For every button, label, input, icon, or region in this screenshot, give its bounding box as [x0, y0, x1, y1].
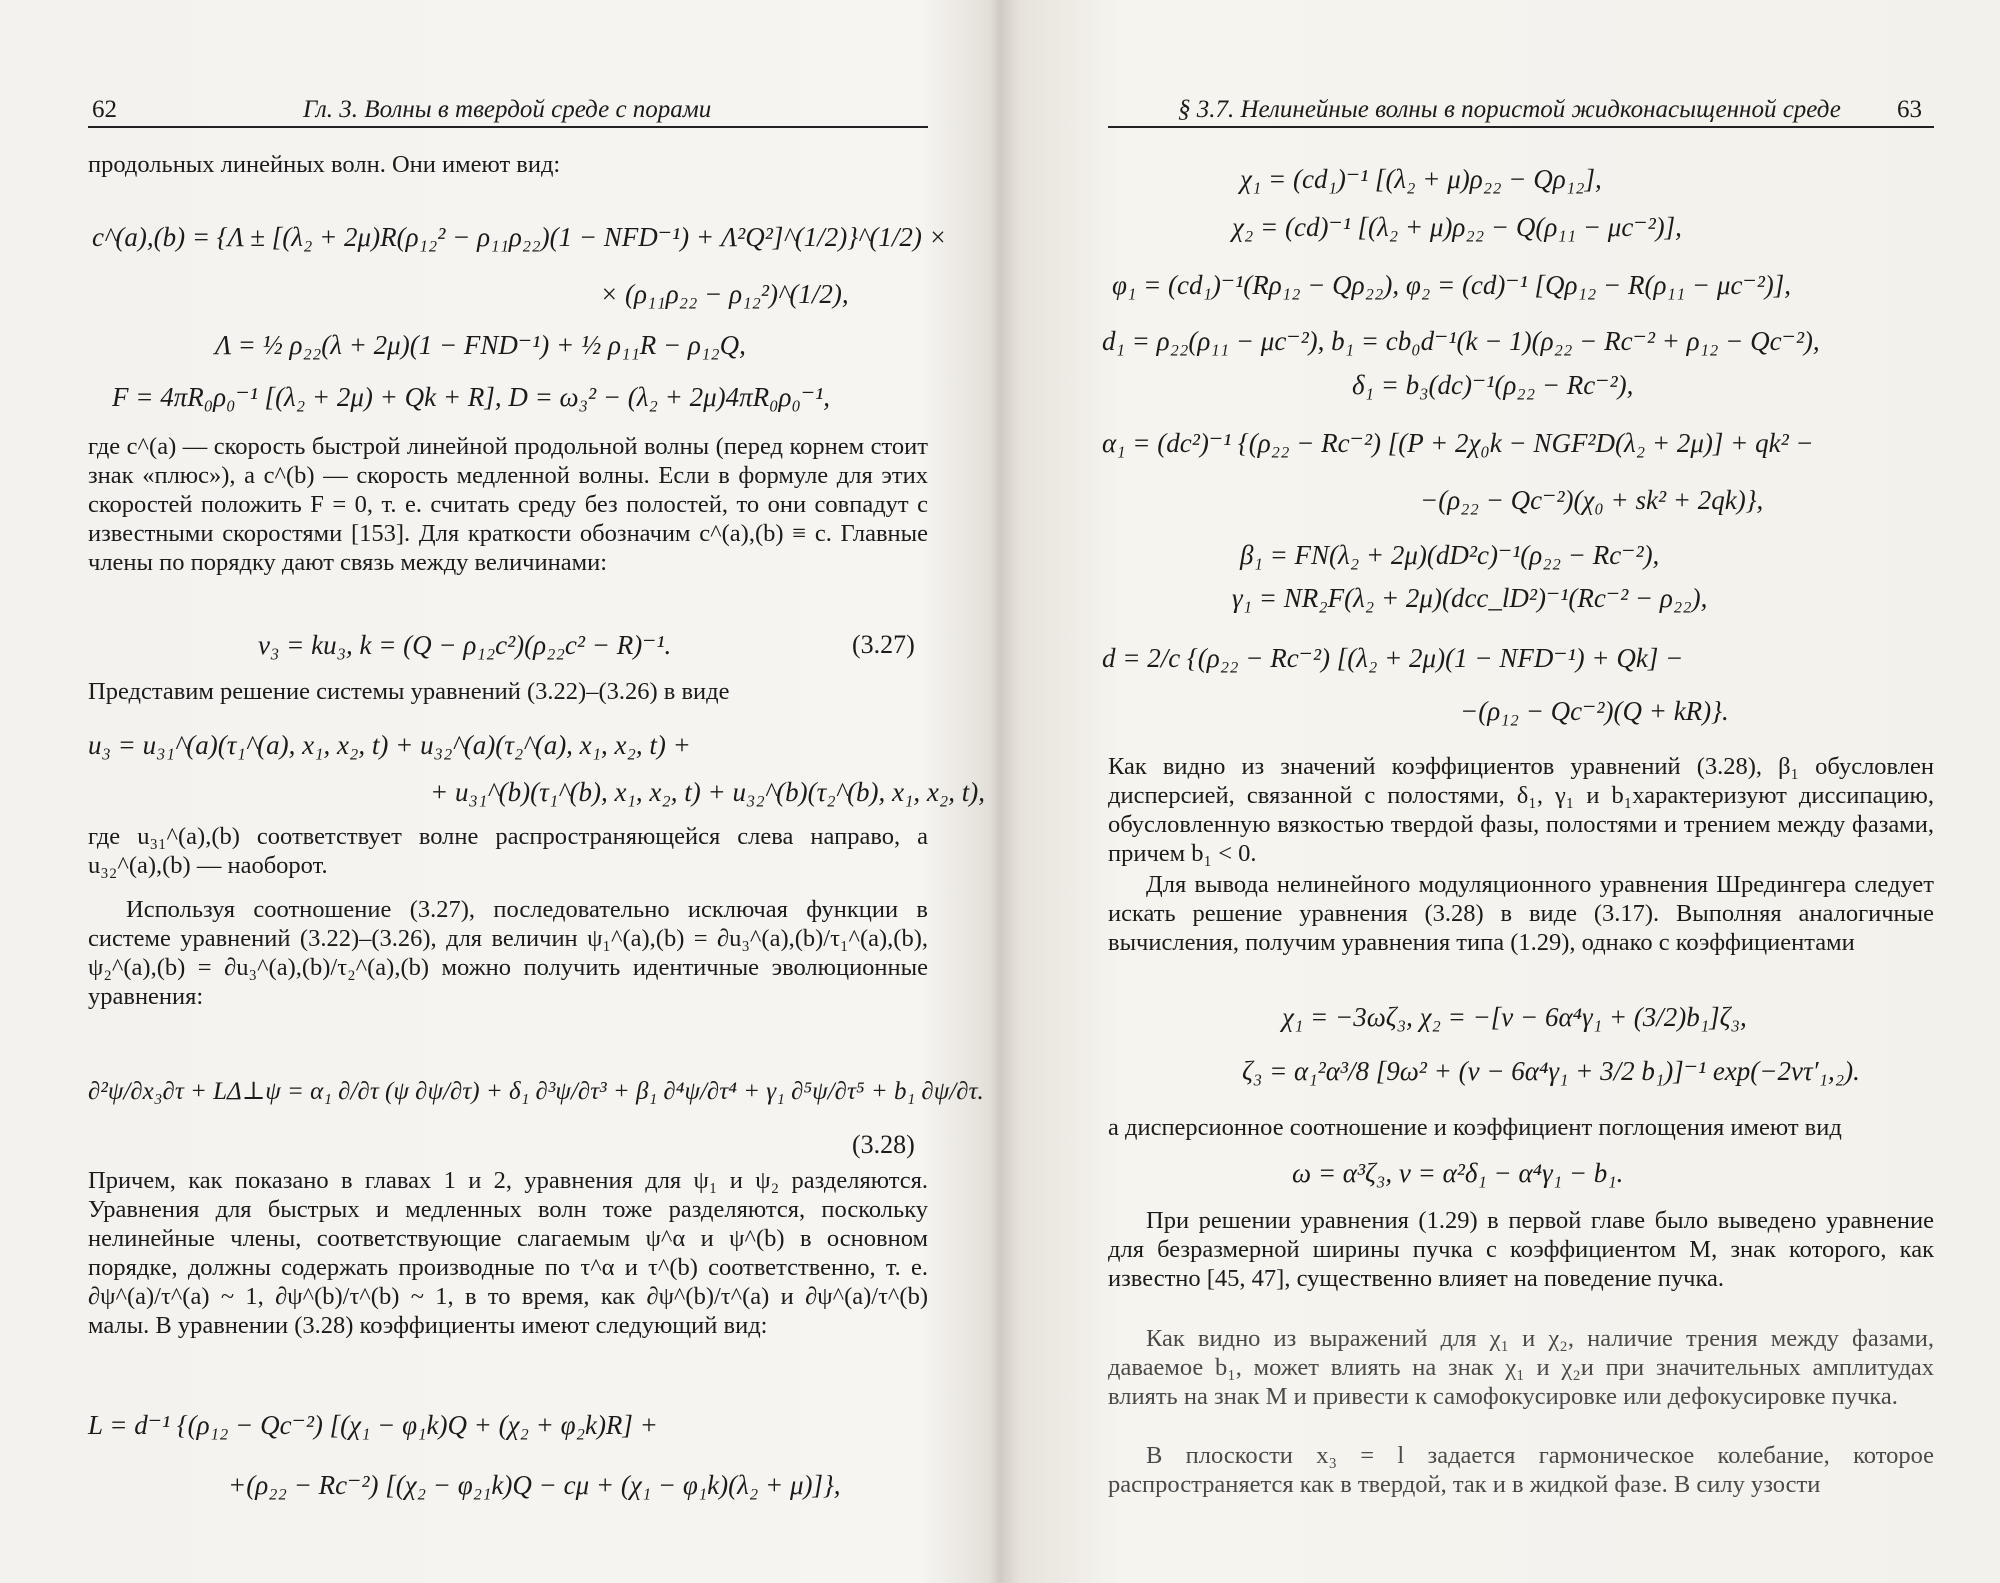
right-running-head: § 3.7. Нелинейные волны в пористой жидконасыщенной среде: [1178, 96, 1841, 123]
right-formula-chi1: χ₁ = (cd₁)⁻¹ [(λ₂ + μ)ρ₂₂ − Qρ₁₂],: [1240, 164, 1602, 194]
left-formula-c-speed-cont: × (ρ₁₁ρ₂₂ − ρ₁₂²)^(1/2),: [600, 279, 849, 309]
right-formula-alpha1: α₁ = (dc²)⁻¹ {(ρ₂₂ − Rc⁻²) [(P + 2χ₀k − NGF²D(λ₂ + 2μ)] + qk² −: [1102, 428, 1814, 458]
right-formula-chi-coef: χ₁ = −3ωζ₃, χ₂ = −[ν − 6α⁴γ₁ + (3/2)b₁]ζ₃,: [1282, 1002, 1747, 1032]
equation-number-3-27: (3.27): [852, 630, 915, 659]
left-formula-lambda: Λ = ½ ρ₂₂(λ + 2μ)(1 − FND⁻¹) + ½ ρ₁₁R − ρ₁₂Q,: [215, 330, 746, 360]
left-formula-F-D: F = 4πR₀ρ₀⁻¹ [(λ₂ + 2μ) + Qk + R], D = ω₃² − (λ₂ + 2μ)4πR₀ρ₀⁻¹,: [112, 382, 830, 412]
left-formula-u3: u₃ = u₃₁^(a)(τ₁^(a), x₁, x₂, t) + u₃₂^(a)(τ₂^(a), x₁, x₂, t) +: [88, 730, 691, 760]
left-header-rule: [88, 126, 928, 128]
right-paragraph-6: В плоскости x₃ = l задается гармоническое колебание, которое распространяется как в твердой, так и в жидкой фазе. В силу узости: [1108, 1442, 1934, 1498]
left-paragraph-5: Используя соотношение (3.27), последовательно исключая функции в системе уравнений (3.22)–(3.26), для величин ψ₁^(a),(b) = ∂u₃^(a),(b)/τ₁^(a),(b), ψ₂^(a),(b) = ∂u₃^(a),(b)/τ₂^(a),(b) можно получить идентичные эволюционные уравнения:: [88, 896, 928, 1010]
left-formula-L: L = d⁻¹ {(ρ₁₂ − Qc⁻²) [(χ₁ − φ₁k)Q + (χ₂ + φ₂k)R] +: [88, 1410, 658, 1440]
equation-number-3-28: (3.28): [852, 1130, 915, 1159]
right-paragraph-1: Как видно из значений коэффициентов уравнений (3.28), β₁ обусловлен дисперсией, связанной с полостями, δ₁, γ₁ и b₁характеризуют диссипацию, обусловленную вязкостью твердой фазы, полостями и трением между фазами, причем b₁ < 0.: [1108, 753, 1934, 867]
left-paragraph-2: где c^(a) — скорость быстрой линейной продольной волны (перед корнем стоит знак «плюс»), а c^(b) — скорость медленной волны. Если в формуле для этих скоростей положить F = 0, т. е. считать среду без полостей, то они совпадут с известными скоростями [153]. Для краткости обозначим c^(a),(b) ≡ c. Главные члены по порядку дают связь между величинами:: [88, 433, 928, 576]
left-formula-c-speed: c^(a),(b) = {Λ ± [(λ₂ + 2μ)R(ρ₁₂² − ρ₁₁ρ₂₂)(1 − NFD⁻¹) + Λ²Q²]^(1/2)}^(1/2) ×: [92, 222, 947, 252]
left-running-head: Гл. 3. Волны в твердой среде с порами: [303, 96, 712, 123]
right-formula-d1-b1: d₁ = ρ₂₂(ρ₁₁ − μc⁻²), b₁ = cb₀d⁻¹(k − 1)(ρ₂₂ − Rc⁻² + ρ₁₂ − Qc⁻²),: [1102, 326, 1820, 356]
right-formula-beta1: β₁ = FN(λ₂ + 2μ)(dD²c)⁻¹(ρ₂₂ − Rc⁻²),: [1240, 540, 1660, 570]
left-page-number: 62: [92, 96, 117, 123]
left-formula-L-cont: +(ρ₂₂ − Rc⁻²) [(χ₂ − φ₂₁k)Q − cμ + (χ₁ − φ₁k)(λ₂ + μ)]},: [228, 1470, 841, 1500]
right-formula-alpha1-cont: −(ρ₂₂ − Qc⁻²)(χ₀ + sk² + 2qk)},: [1420, 485, 1764, 515]
right-formula-gamma1: γ₁ = NR₂F(λ₂ + 2μ)(dcc_lD²)⁻¹(Rc⁻² − ρ₂₂),: [1232, 583, 1708, 613]
left-formula-3-27: v₃ = ku₃, k = (Q − ρ₁₂c²)(ρ₂₂c² − R)⁻¹.: [258, 630, 672, 660]
right-formula-phi: φ₁ = (cd₁)⁻¹(Rρ₁₂ − Qρ₂₂), φ₂ = (cd)⁻¹ [Qρ₁₂ − R(ρ₁₁ − μc⁻²)],: [1112, 270, 1792, 300]
right-formula-zeta3: ζ₃ = α₁²α³/8 [9ω² + (ν − 6α⁴γ₁ + 3/2 b₁)]⁻¹ exp(−2ντ′₁,₂).: [1242, 1056, 1860, 1086]
left-paragraph-3: Представим решение системы уравнений (3.22)–(3.26) в виде: [88, 678, 730, 705]
right-formula-d: d = 2/c {(ρ₂₂ − Rc⁻²) [(λ₂ + 2μ)(1 − NFD⁻¹) + Qk] −: [1102, 643, 1684, 673]
left-formula-3-28: ∂²ψ/∂x₃∂τ + LΔ⊥ψ = α₁ ∂/∂τ (ψ ∂ψ/∂τ) + δ₁ ∂³ψ/∂τ³ + β₁ ∂⁴ψ/∂τ⁴ + γ₁ ∂⁵ψ/∂τ⁵ + b₁ ∂ψ/∂τ.: [88, 1078, 984, 1105]
right-page: [1000, 0, 2000, 1583]
left-paragraph-6: Причем, как показано в главах 1 и 2, уравнения для ψ₁ и ψ₂ разделяются. Уравнения для быстрых и медленных волн тоже разделяются, поскольку нелинейные члены, соответствующие слагаемым ψ^α и ψ^(b) в основном порядке, должны содержать производные по τ^α и τ^(b) соответственно, т. е. ∂ψ^(a)/τ^(a) ~ 1, ∂ψ^(b)/τ^(b) ~ 1, в то время, как ∂ψ^(b)/τ^(a) и ∂ψ^(a)/τ^(b) малы. В уравнении (3.28) коэффициенты имеют следующий вид:: [88, 1167, 928, 1339]
left-formula-u3-cont: + u₃₁^(b)(τ₁^(b), x₁, x₂, t) + u₃₂^(b)(τ₂^(b), x₁, x₂, t),: [430, 777, 986, 807]
right-formula-dispersion: ω = α³ζ₃, ν = α²δ₁ − α⁴γ₁ − b₁.: [1292, 1158, 1624, 1188]
right-formula-chi2: χ₂ = (cd)⁻¹ [(λ₂ + μ)ρ₂₂ − Q(ρ₁₁ − μc⁻²)],: [1232, 212, 1682, 242]
right-header-rule: [1108, 126, 1934, 128]
right-paragraph-4: При решении уравнения (1.29) в первой главе было выведено уравнение для безразмерной ширины пучка с коэффициентом M, знак которого, как известно [45, 47], существенно влияет на поведение пучка.: [1108, 1207, 1934, 1292]
right-formula-delta1: δ₁ = b₃(dc)⁻¹(ρ₂₂ − Rc⁻²),: [1352, 370, 1634, 400]
left-paragraph-1: продольных линейных волн. Они имеют вид:: [88, 151, 561, 178]
right-paragraph-3: а дисперсионное соотношение и коэффициент поглощения имеют вид: [1108, 1114, 1842, 1141]
right-formula-d-cont: −(ρ₁₂ − Qc⁻²)(Q + kR)}.: [1460, 696, 1729, 726]
left-paragraph-4: где u₃₁^(a),(b) соответствует волне распространяющейся слева направо, а u₃₂^(a),(b) — наоборот.: [88, 823, 928, 879]
right-paragraph-2: Для вывода нелинейного модуляционного уравнения Шредингера следует искать решение уравнения (3.28) в виде (3.17). Выполняя аналогичные вычисления, получим уравнения типа (1.29), однако с коэффициентами: [1108, 871, 1934, 956]
right-page-number: 63: [1897, 96, 1922, 123]
right-paragraph-5: Как видно из выражений для χ₁ и χ₂, наличие трения между фазами, даваемое b₁, может влиять на знак χ₁ и χ₂и при значительных амплитудах влиять на знак M и привести к самофокусировке или дефокусировке пучка.: [1108, 1325, 1934, 1410]
